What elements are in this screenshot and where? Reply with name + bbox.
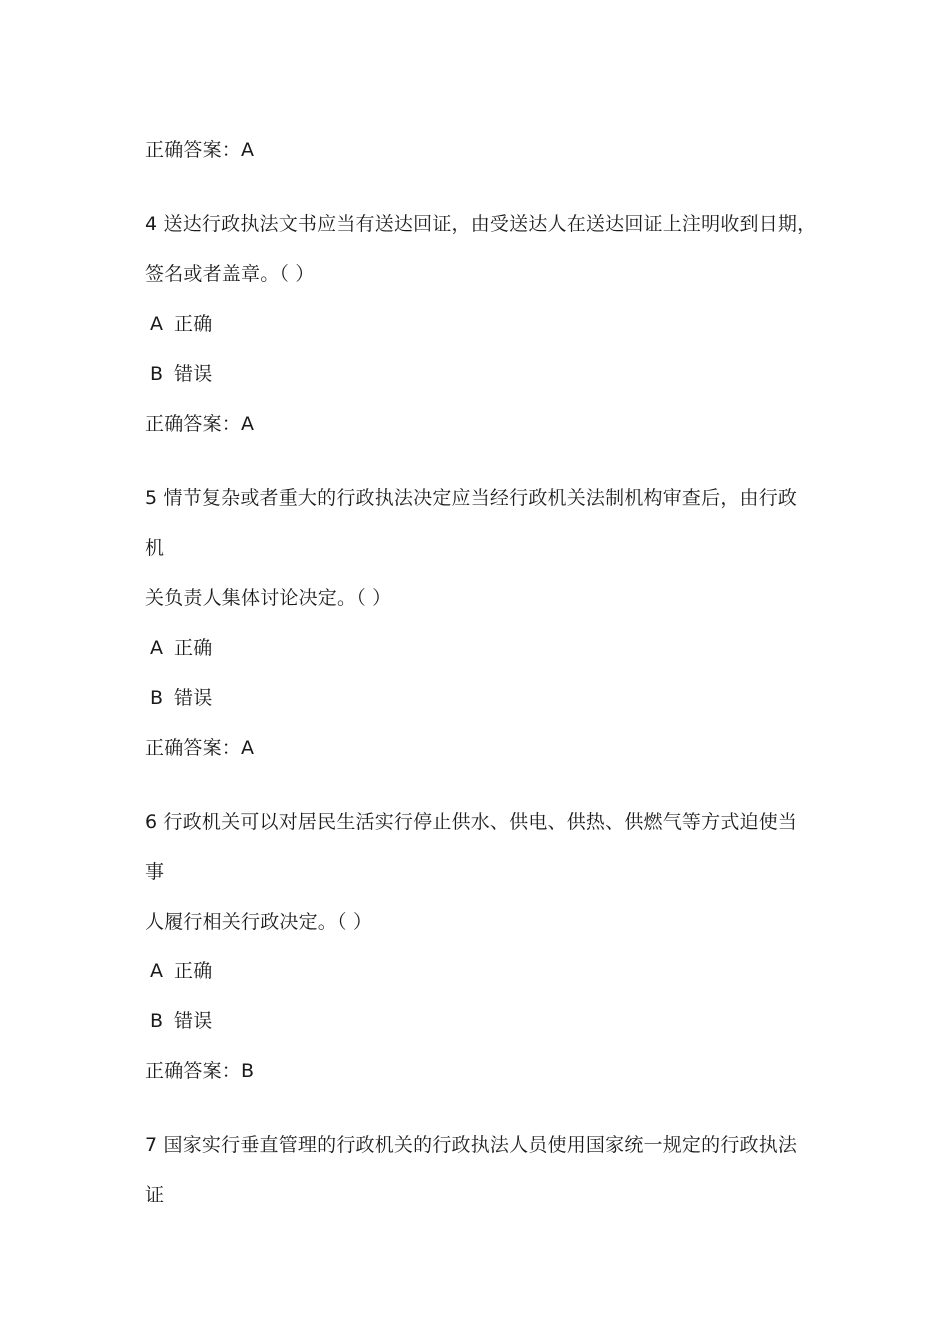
option-letter: A bbox=[150, 637, 164, 659]
option-text: 错误 bbox=[174, 363, 213, 385]
question-6-option-a bbox=[150, 959, 212, 983]
question-5-option-a bbox=[150, 636, 212, 660]
question-5-line-1: 5 情节复杂或者重大的行政执法决定应当经行政机关法制机构审查后，由行政 bbox=[145, 487, 798, 509]
option-letter: A bbox=[150, 313, 164, 335]
option-letter: B bbox=[150, 687, 164, 709]
question-6-line-2: 事 bbox=[145, 861, 165, 883]
question-5-line-3: 关负责人集体讨论决定。（ ） bbox=[145, 587, 392, 609]
question-5-line-2: 机 bbox=[145, 537, 165, 559]
question-4-line-2: 签名或者盖章。（ ） bbox=[145, 263, 315, 285]
question-4-answer bbox=[145, 412, 254, 436]
question-6-line-1: 6 行政机关可以对居民生活实行停止供水、供电、供热、供燃气等方式迫使当 bbox=[145, 811, 798, 833]
answer-line bbox=[145, 138, 254, 162]
question-4-line-1: 4 送达行政执法文书应当有送达回证，由受送达人在送达回证上注明收到日期， bbox=[145, 213, 817, 235]
answer-prefix: 正确答案： bbox=[145, 1060, 242, 1082]
question-6-answer bbox=[145, 1059, 254, 1083]
answer-value: B bbox=[241, 1060, 255, 1082]
answer-value: A bbox=[241, 737, 255, 759]
option-text: 正确 bbox=[174, 637, 213, 659]
question-6-option-b bbox=[150, 1009, 212, 1033]
option-text: 正确 bbox=[174, 313, 213, 335]
question-7-line-1: 7 国家实行垂直管理的行政机关的行政执法人员使用国家统一规定的行政执法 bbox=[145, 1134, 798, 1156]
answer-value: A bbox=[241, 139, 255, 161]
answer-value: A bbox=[241, 413, 255, 435]
option-letter: B bbox=[150, 363, 164, 385]
option-text: 错误 bbox=[174, 687, 213, 709]
option-letter: B bbox=[150, 1010, 164, 1032]
question-4-option-a bbox=[150, 312, 212, 336]
question-5-option-b bbox=[150, 686, 212, 710]
answer-prefix: 正确答案： bbox=[145, 139, 242, 161]
option-text: 错误 bbox=[174, 1010, 213, 1032]
answer-prefix: 正确答案： bbox=[145, 737, 242, 759]
option-text: 正确 bbox=[174, 960, 213, 982]
question-4-option-b bbox=[150, 362, 212, 386]
answer-prefix: 正确答案： bbox=[145, 413, 242, 435]
option-letter: A bbox=[150, 960, 164, 982]
question-7-line-2: 证 bbox=[145, 1184, 165, 1206]
question-6-line-3: 人履行相关行政决定。（ ） bbox=[145, 911, 373, 933]
question-5-answer bbox=[145, 736, 254, 760]
